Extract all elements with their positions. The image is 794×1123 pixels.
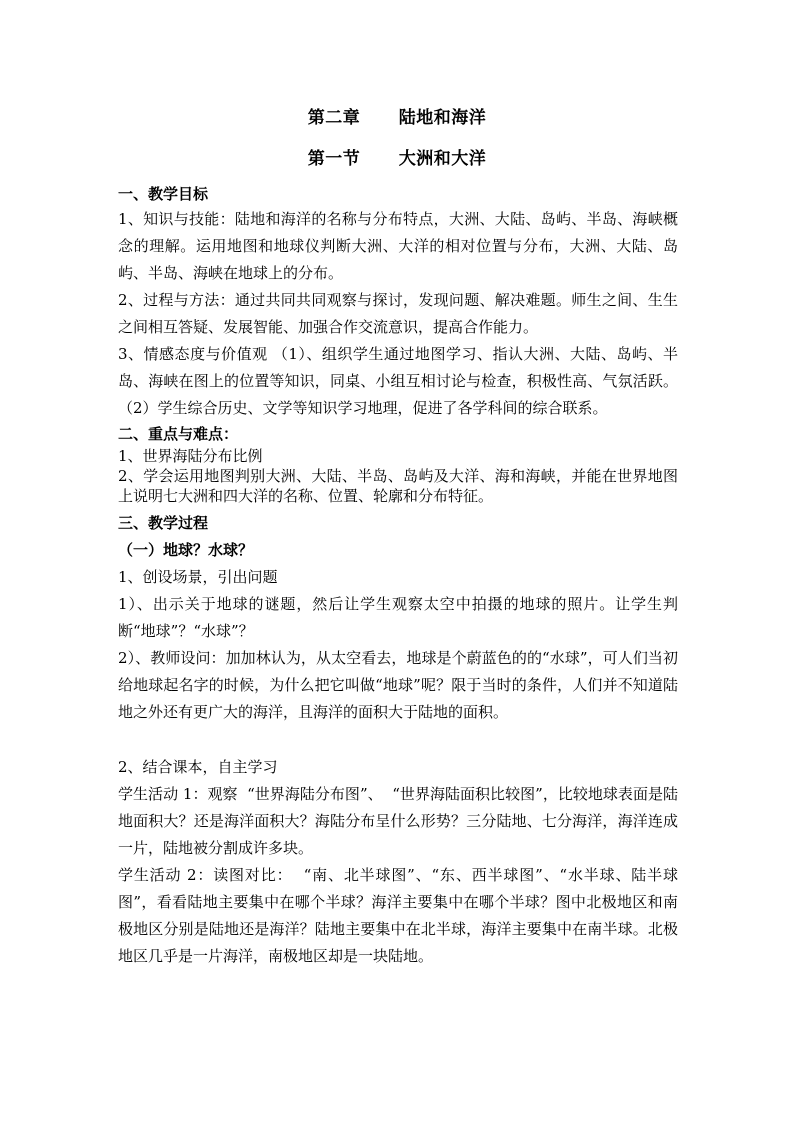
paragraph-student-activity-1: 学生活动 1：观察 “世界海陆分布图”、 “世界海陆面积比较图”，比较地球表面是陆地面积大？还是海洋面积大？海陆分布呈什么形势？三分陆地、七分海洋，海洋连成一片，陆地被分割成许多块。 <box>118 785 678 857</box>
section-title: 第一节 大洲和大洋 <box>307 149 487 169</box>
heading-teaching-process: 三、教学过程 <box>118 514 209 532</box>
paragraph-riddle: 1）、出示关于地球的谜题，然后让学生观察太空中拍摄的地球的照片。让学生判断“地球”？“水球”？ <box>118 595 678 640</box>
subheading-earth-or-water: （一）地球？水球？ <box>118 541 254 559</box>
paragraph-self-study: 2、结合课本，自主学习 <box>118 758 278 776</box>
paragraph-key-point-1: 1、世界海陆分布比例 <box>118 447 263 465</box>
chapter-title: 第二章 陆地和海洋 <box>307 108 487 128</box>
paragraph-teacher-question: 2）、教师设问：加加林认为，从太空看去，地球是个蔚蓝色的的“水球”，可人们当初给地球起名字的时候，为什么把它叫做“地球”呢？限于当时的条件，人们并不知道陆地之外还有更广大的海洋，且海洋的面积大于陆地的面积。 <box>118 649 678 721</box>
paragraph-student-activity-2: 学生活动 2：读图对比： “南、北半球图”、“东、西半球图”、“水半球、陆半球图”，看看陆地主要集中在哪个半球？海洋主要集中在哪个半球？图中北极地区和南极地区分别是陆地还是海洋？陆地主要集中在北半球，海洋主要集中在南半球。北极地区几乎是一片海洋，南极地区却是一块陆地。 <box>118 866 678 965</box>
paragraph-scene-setting: 1、创设场景，引出问题 <box>118 568 278 586</box>
paragraph-key-point-2: 2、学会运用地图判别大洲、大陆、半岛、岛屿及大洋、海和海峡，并能在世界地图上说明七大洲和四大洋的名称、位置、轮廓和分布特征。 <box>118 467 678 505</box>
heading-key-points: 二、重点与难点： <box>118 425 239 443</box>
paragraph-attitude-values: 3、情感态度与价值观 （1）、组织学生通过地图学习、指认大洲、大陆、岛屿、半岛、海峡在图上的位置等知识，同桌、小组互相讨论与检查，积极性高、气氛活跃。（2）学生综合历史、文学等知识学习地理，促进了各学科间的综合联系。 <box>118 345 678 417</box>
paragraph-process-method: 2、过程与方法：通过共同共同观察与探讨，发现问题、解决难题。师生之间、生生之间相互答疑、发展智能、加强合作交流意识，提高合作能力。 <box>118 291 678 336</box>
heading-teaching-goals: 一、教学目标 <box>118 185 209 203</box>
paragraph-knowledge-skills: 1、知识与技能：陆地和海洋的名称与分布特点，大洲、大陆、岛屿、半岛、海峡概念的理解。运用地图和地球仪判断大洲、大洋的相对位置与分布，大洲、大陆、岛屿、半岛、海峡在地球上的分布。 <box>118 210 678 282</box>
blank-line <box>118 726 678 754</box>
document-body <box>118 182 678 970</box>
